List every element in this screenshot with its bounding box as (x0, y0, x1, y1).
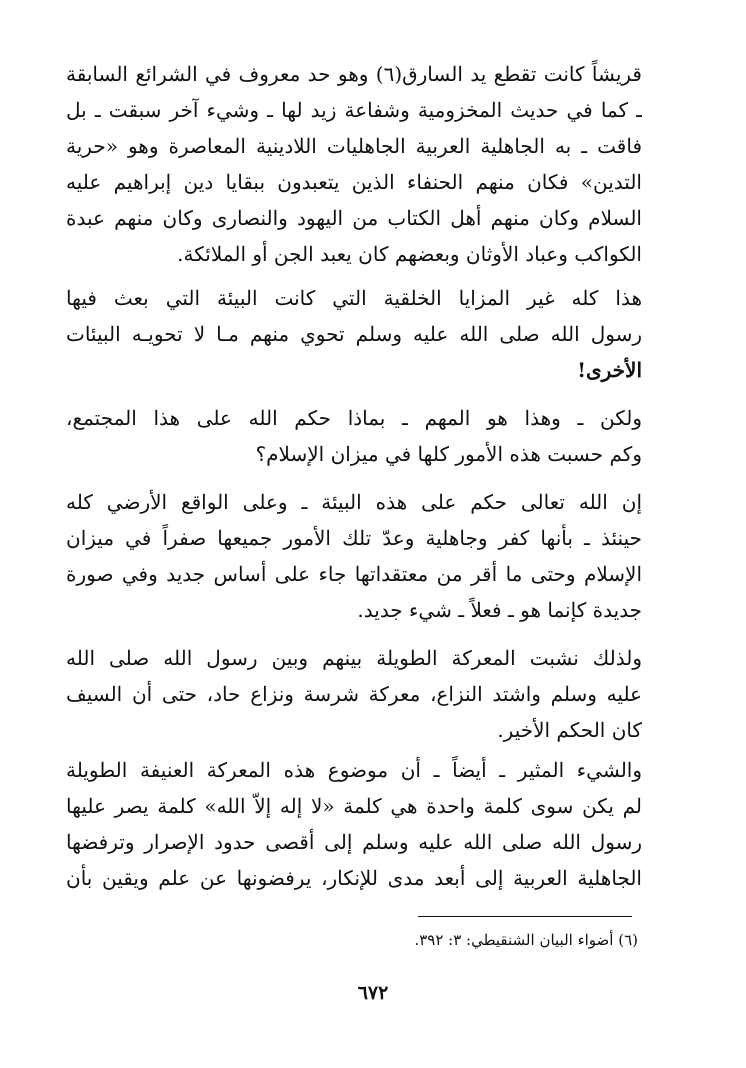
paragraph-3 (66, 400, 642, 472)
footnote: (٦) أضواء البيان الشنقيطي: ٣: ٣٩٢. (414, 931, 638, 949)
text-line: ولكن ـ وهذا هو المهم ـ بماذا حكم الله على هذا المجتمع، (66, 406, 642, 430)
text-line: رسول الله صلى الله عليه وسلم تحوي منهم مـا لا تحويـه البيئات (66, 322, 642, 346)
text-line: فاقت ـ به الجاهلية العربية الجاهليات اللادينية المعاصرة وهو «حرية (66, 134, 642, 158)
paragraph-1 (66, 56, 642, 272)
text-line: الأخرى! (577, 358, 642, 382)
paragraph-4 (66, 484, 642, 628)
text-line: إن الله تعالى حكم على هذه البيئة ـ وعلى الواقع الأرضي كله (66, 490, 642, 514)
text-line: قريشاً كانت تقطع يد السارق(٦) وهو حد معروف في الشرائع السابقة (66, 62, 642, 86)
paragraph-5 (66, 640, 642, 748)
paragraph-6 (66, 752, 642, 896)
text-line: رسول الله صلى الله عليه وسلم إلى أقصى حدود الإصرار وترفضها (66, 830, 642, 854)
text-line: ولذلك نشبت المعركة الطويلة بينهم وبين رسول الله صلى الله (66, 646, 642, 670)
text-line: وكم حسبت هذه الأمور كلها في ميزان الإسلام؟ (255, 442, 642, 466)
text-line: ـ كما في حديث المخزومية وشفاعة زيد لها ـ وشيء آخر سبقت ـ بل (66, 98, 642, 122)
text-line: الكواكب وعباد الأوثان وبعضهم كان يعبد الجن أو الملائكة. (177, 242, 642, 266)
text-line: الجاهلية العربية إلى أبعد مدى للإنكار، يرفضونها عن علم ويقين بأن (66, 866, 642, 890)
page-number: ٦٧٢ (357, 982, 389, 1004)
footnote-divider (418, 916, 632, 917)
text-line: جديدة كإنما هو ـ فعلاً ـ شيء جديد. (357, 598, 642, 622)
text-line: كان الحكم الأخير. (497, 718, 642, 742)
text-line: هذا كله غير المزايا الخلقية التي كانت البيئة التي بعث فيها (66, 286, 642, 310)
paragraph-2 (66, 280, 642, 388)
text-line: لم يكن سوى كلمة واحدة هي كلمة «لا إله إلاّ الله» كلمة يصر عليها (66, 794, 642, 818)
text-line: والشيء المثير ـ أيضاً ـ أن موضوع هذه المعركة العنيفة الطويلة (66, 758, 642, 782)
text-line: عليه وسلم واشتد النزاع، معركة شرسة ونزاع حاد، حتى أن السيف (66, 682, 642, 706)
text-line: حينئذ ـ بأنها كفر وجاهلية وعدّ تلك الأمور جميعها صفراً في ميزان (66, 526, 642, 550)
text-line: السلام وكان منهم أهل الكتاب من اليهود والنصارى وكان منهم عبدة (66, 206, 642, 230)
text-line: الإسلام وحتى ما أقر من معتقداتها جاء على أساس جديد وفي صورة (66, 562, 642, 586)
text-line: التدين» فكان منهم الحنفاء الذين يتعبدون ببقايا دين إبراهيم عليه (66, 170, 642, 194)
